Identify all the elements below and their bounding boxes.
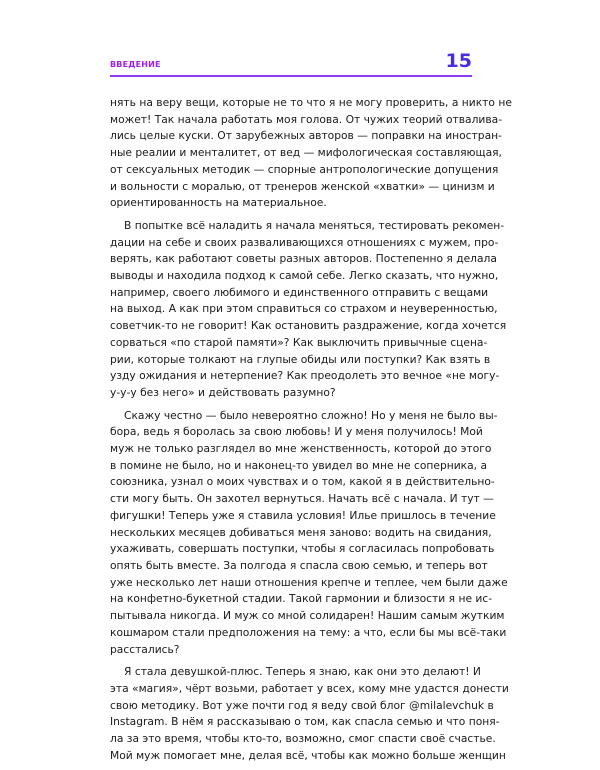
- paragraph-3: [110, 408, 508, 659]
- text-line: ориентированность на материальное.: [110, 196, 327, 210]
- text-line: свою методику. Вот уже почти год я веду свой блог @milalevchuk в: [110, 698, 494, 712]
- text-line: и вольности с моралью, от тренеров женской «хватки» — цинизм и: [110, 179, 495, 193]
- text-line: на выход. А как при этом справиться со страхом и неуверенностью,: [110, 302, 498, 316]
- text-line: рии, которые толкают на глупые обиды или поступки? Как взять в: [110, 352, 491, 366]
- page-number: 15: [445, 50, 472, 72]
- text-line: у-у-у без него» и действовать разумно?: [110, 385, 336, 399]
- text-line: дации на себе и своих разваливающихся отношениях с мужем, про-: [110, 235, 499, 249]
- text-line: например, своего любимого и единственного отправить с вещами: [110, 285, 489, 299]
- paragraph-2: [110, 218, 507, 402]
- text-line: уже несколько лет наши отношения крепче и теплее, чем были даже: [110, 575, 508, 589]
- text-line: кошмаром стали предположения на тему: а что, если бы мы всё-таки: [110, 625, 507, 639]
- paragraph-4: [110, 664, 509, 764]
- text-line: от сексуальных методик — спорные антропологические допущения: [110, 162, 499, 176]
- text-line: муж не только разглядел во мне женственность, которой до этого: [110, 442, 492, 456]
- text-line: верять, как работают советы разных авторов. Постепенно я делала: [110, 252, 497, 266]
- section-title: ВВЕДЕНИЕ: [110, 60, 161, 69]
- text-line: Мой муж помогает мне, делая всё, чтобы как можно больше женщин: [110, 748, 506, 762]
- text-line: лись целые куски. От зарубежных авторов — поправки на иностран-: [110, 129, 502, 143]
- text-line: фигушки! Теперь уже я ставила условия! Илье пришлось в течение: [110, 508, 496, 522]
- running-header: [110, 50, 472, 78]
- header-rule: [110, 75, 472, 77]
- text-line: Instagram. В нём я рассказываю о том, как спасла семью и что поня-: [110, 715, 500, 729]
- paragraph-1: [110, 95, 512, 212]
- text-line: союзника, узнал о моих чувствах и о том, какой я в действительно-: [110, 475, 495, 489]
- text-line: узду ожидания и нетерпение? Как преодолеть это вечное «не могу-: [110, 369, 500, 383]
- text-line: нескольких месяцев добиваться меня заново: водить на свидания,: [110, 525, 492, 539]
- text-line: сорваться «по старой памяти»? Как выключить привычные сцена-: [110, 335, 488, 349]
- text-line: В попытке всё наладить я начала меняться, тестировать рекомен-: [124, 218, 505, 232]
- text-line: Я стала девушкой-плюс. Теперь я знаю, как они это делают! И: [124, 665, 481, 679]
- text-line: нять на веру вещи, которые не то что я не могу проверить, а никто не: [110, 96, 512, 109]
- text-line: сти могу быть. Он захотел вернуться. Начать всё с начала. И тут —: [110, 492, 494, 506]
- text-line: бора, ведь я боролась за свою любовь! И у меня получилось! Мой: [110, 425, 483, 439]
- text-line: на конфетно-букетной стадии. Такой гармонии и близости я не ис-: [110, 592, 493, 606]
- text-line: пытывала никогда. И муж со мной солидарен! Нашим самым жутким: [110, 609, 505, 623]
- text-line: ные реалии и менталитет, от вед — мифологическая составляющая,: [110, 146, 502, 160]
- text-line: расстались?: [110, 642, 180, 656]
- text-line: эта «магия», чёрт возьми, работает у всех, кому мне удастся донести: [110, 681, 509, 695]
- text-line: в помине не было, но и наконец-то увидел во мне не соперника, а: [110, 458, 488, 472]
- text-line: опять быть вместе. За полгода я спасла свою семью, и теперь вот: [110, 558, 488, 572]
- text-line: советчик-то не говорит! Как остановить раздражение, когда хочется: [110, 319, 507, 333]
- text-line: выводы и находила подход к самой себе. Легко сказать, что нужно,: [110, 269, 499, 283]
- text-line: Скажу честно — было невероятно сложно! Но у меня не было вы-: [124, 408, 498, 422]
- text-line: ухаживать, совершать поступки, чтобы я согласилась попробовать: [110, 542, 495, 556]
- text-line: ла за это время, чтобы кто-то, возможно, смог спасти своё счастье.: [110, 732, 496, 746]
- text-line: может! Так начала работать моя голова. От чужих теорий отвалива-: [110, 112, 503, 126]
- body-text: [110, 95, 512, 770]
